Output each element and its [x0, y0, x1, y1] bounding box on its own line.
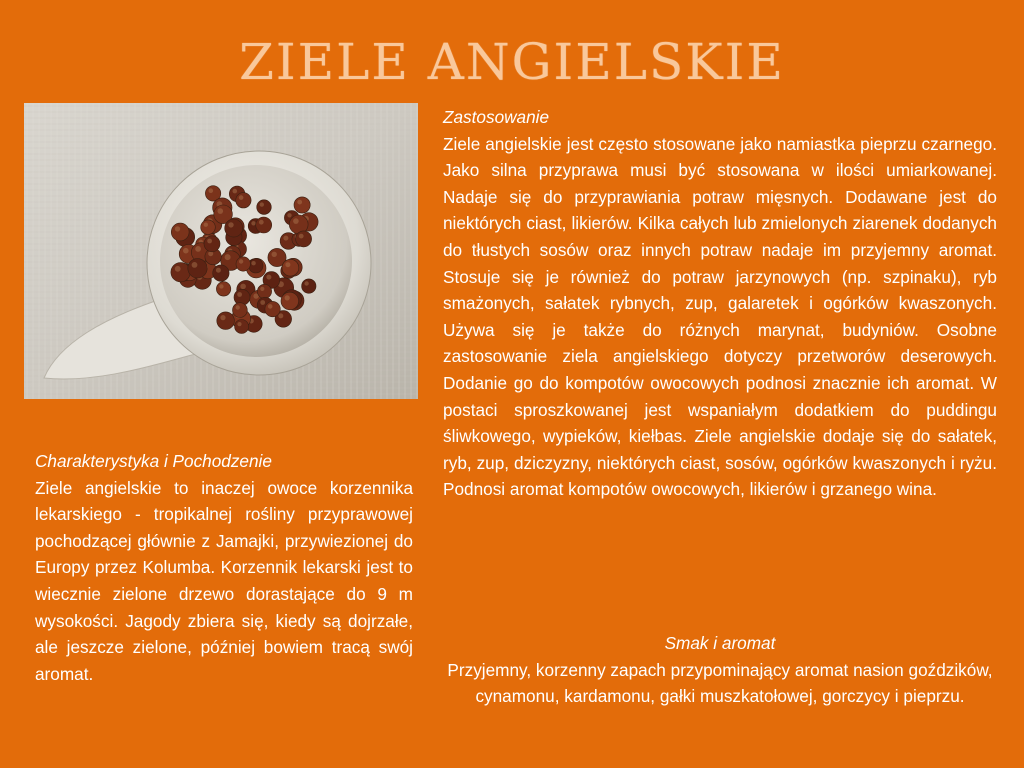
taste-body: Przyjemny, korzenny zapach przypominający aromat nasion goździków, cynamonu, kardamonu, gałki muszkatołowej, gorczycy i pieprzu. [447, 659, 993, 707]
berry-highlight [278, 313, 283, 318]
berry-highlight [207, 239, 212, 244]
berry-highlight [237, 292, 242, 297]
berry-highlight [272, 252, 277, 257]
berry-highlight [285, 295, 290, 300]
berry-highlight [175, 266, 181, 272]
berry-highlight [216, 268, 221, 273]
berry-highlight [195, 246, 201, 252]
berry-highlight [297, 200, 302, 205]
characteristics-section [35, 448, 413, 687]
allspice-berry [233, 303, 248, 318]
page-title: ZIELE ANGIELSKIE [239, 33, 785, 91]
berry-highlight [225, 254, 231, 260]
allspice-berry [249, 259, 263, 273]
allspice-berry [257, 284, 271, 298]
berry-highlight [287, 213, 291, 217]
allspice-berry [282, 259, 299, 276]
berry-highlight [219, 284, 223, 288]
allspice-photo [24, 103, 418, 399]
characteristics-heading: Charakterystyka i Pochodzenie [35, 451, 272, 471]
characteristics-body: Ziele angielskie to inaczej owoce korzennika lekarskiego - tropikalnej rośliny przyprawowej pochodzącej głównie z Jamajki, przywiezionej do Europy przez Kolumba. Korzennik lekarski jest to wiecznie zielone drzewo dorastające do 9 m wysokości. Jagody zbiera się, kiedy są dojrzałe, ale jeszcze zielone, później bowiem tracą swój aromat. [35, 477, 413, 684]
uses-section [443, 104, 997, 503]
allspice-berry [201, 220, 216, 235]
berry-highlight [240, 284, 246, 290]
berry-highlight [218, 208, 224, 214]
berry-highlight [220, 315, 225, 320]
allspice-berry [235, 320, 249, 334]
berry-highlight [259, 220, 264, 225]
berry-highlight [236, 305, 240, 309]
berry-highlight [237, 322, 241, 326]
berry-highlight [285, 262, 290, 267]
berry-highlight [239, 259, 243, 263]
berry-highlight [293, 218, 299, 224]
berry-highlight [239, 195, 244, 200]
allspice-berry [265, 301, 280, 316]
berry-highlight [283, 236, 288, 241]
allspice-berry [204, 236, 220, 252]
berry-highlight [260, 287, 264, 291]
allspice-berry [171, 263, 190, 282]
allspice-berry [225, 219, 243, 237]
uses-heading: Zastosowanie [443, 107, 550, 127]
berry-highlight [251, 221, 255, 225]
allspice-berry [302, 279, 316, 293]
allspice-berry [257, 200, 272, 215]
taste-heading: Smak i aromat [664, 633, 776, 653]
allspice-berry [171, 223, 189, 241]
allspice-berry [217, 312, 235, 330]
allspice-berry [236, 193, 251, 208]
allspice-berry [296, 231, 312, 247]
berry-highlight [209, 188, 214, 193]
berry-highlight [260, 202, 264, 206]
allspice-berry [281, 292, 299, 310]
taste-section [443, 630, 997, 710]
allspice-berry [213, 265, 229, 281]
allspice-berry [188, 259, 207, 278]
berry-highlight [268, 304, 273, 309]
berry-highlight [260, 300, 265, 305]
allspice-berry [294, 197, 310, 213]
berry-highlight [299, 234, 304, 239]
berry-highlight [304, 281, 308, 285]
berry-highlight [175, 226, 180, 231]
berry-highlight [204, 223, 208, 227]
berry-highlight [251, 261, 255, 265]
berry-highlight [266, 275, 271, 280]
berry-highlight [233, 189, 238, 194]
berry-highlight [192, 262, 198, 268]
berry-highlight [228, 222, 233, 227]
allspice-berry [256, 217, 272, 233]
allspice-berry [236, 257, 250, 271]
berry-highlight [183, 248, 189, 254]
uses-body: Ziele angielskie jest często stosowane jako namiastka pieprzu czarnego. Jako silna przyprawa musi być stosowana w ilości umiarkowanej. Nadaje się do przyprawiania potraw mięsnych. Dodawane jest do niektórych ciast, likierów. Kilka całych lub zmielonych ziarenek dodanych do tłustych sosów oraz innych potraw nadaje im przyjemny aromat. Stosuje się je również do potraw jarzynowych (np. szpinaku), ryb smażonych, sałatek rybnych, zup, galaretek i ogórków kwaszonych. Używa się je także do różnych marynat, budyniów. Osobne zastosowanie ziela angielskiego dotyczy przetworów deserowych. Dodanie go do kompotów owocowych podnosi znacznie ich aromat. W postaci sproszkowanej jest wspaniałym dodatkiem do puddingu śliwkowego, wypieków, kiełbas. Ziele angielskie dodaje się do sałatek, ryb, zup, dziczyzny, niektórych ciast, sosów, ogórków kwaszonych i ryżu. Podnosi aromat kompotów owocowych, likierów i grzanego wina. [443, 133, 997, 500]
allspice-berry [216, 282, 230, 296]
